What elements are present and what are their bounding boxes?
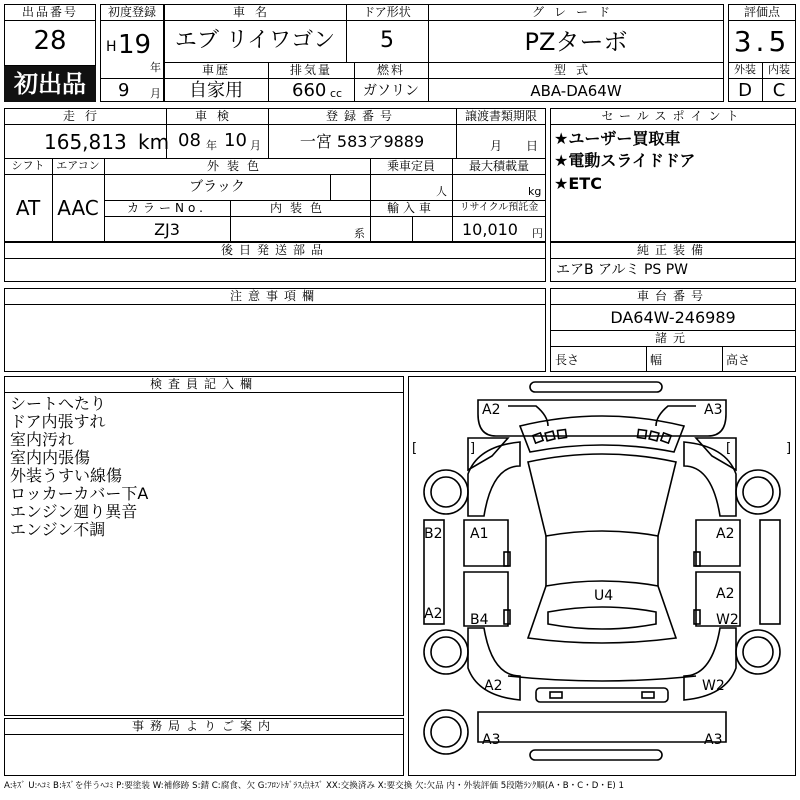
office-label: 事務局よりご案内: [131, 719, 276, 733]
mileage-label: 走行: [62, 109, 107, 123]
height-label: 高さ: [726, 353, 751, 367]
ac-label: エアコン: [56, 159, 100, 172]
model-label: 型式: [553, 63, 598, 77]
car-name: エブ リイワゴン: [174, 28, 336, 53]
mark: W2: [702, 678, 725, 694]
legend: A:ｷｽﾞ U:ﾍｺﾐ B:ｷｽﾞを伴うﾍｺﾐ P:要塗装 W:補修跡 S:錆 C:腐食、欠 G:ﾌﾛﾝﾄｶﾞﾗｽ点ｷｽﾞ XX:交換済み X:要交換 欠:欠品 内・外装評価 5段階ﾗﾝｸ順(A・B・C・D・E) 1: [4, 781, 624, 791]
chassis-label: 車台番号: [636, 289, 709, 303]
bracket: [: [726, 441, 732, 456]
mark: A3: [482, 732, 501, 748]
inspector-note: ロッカーカバー下A: [10, 484, 149, 503]
load-unit: kg: [528, 185, 542, 198]
capacity-unit: 人: [436, 185, 447, 198]
interior-grade: C: [772, 80, 786, 101]
first-listing-badge: 初出品: [4, 66, 96, 102]
mark: A1: [470, 526, 489, 542]
year-unit: 年: [150, 61, 161, 74]
mark: A3: [704, 402, 723, 418]
inspector-note: シートへたり: [10, 394, 107, 413]
bracket: ]: [786, 441, 792, 456]
car-name-label: 車名: [232, 5, 277, 19]
mark: B2: [424, 526, 443, 542]
inspection-year-unit: 年: [206, 139, 217, 152]
car-diagram: [408, 376, 796, 776]
first-reg-month: 9: [118, 80, 130, 101]
mileage-unit: km: [138, 130, 170, 154]
displacement-label: 排気量: [289, 63, 332, 77]
chassis-number: DA64W-246989: [610, 308, 736, 327]
inspector-note: エンジン廻り異音: [10, 502, 138, 521]
inspection-year: 08: [178, 130, 201, 151]
displacement-unit: cc: [330, 87, 343, 100]
inspector-note: エンジン不調: [10, 520, 106, 539]
history-label: 車歴: [201, 63, 230, 77]
inspection-month-unit: 月: [250, 139, 261, 152]
inspector-note: 外装うすい線傷: [10, 466, 123, 485]
int-color-label: 内装色: [269, 201, 330, 215]
first-registration-label: 初度登録: [107, 5, 156, 19]
sales-points-label: セールスポイント: [601, 109, 745, 123]
inspection-month: 10: [224, 130, 247, 151]
mark: A2: [484, 678, 503, 694]
exterior-grade: D: [738, 80, 752, 101]
grade-label: グレード: [531, 5, 620, 19]
fuel-label: 燃料: [376, 63, 405, 77]
interior-label: 内装: [768, 63, 790, 76]
mileage: 165,813: [44, 130, 127, 154]
month-unit: 月: [150, 87, 161, 100]
mark: A2: [716, 526, 735, 542]
registration-number: 一宮 583ア9889: [299, 132, 425, 151]
int-color-unit: 系: [354, 227, 365, 240]
max-load-label: 最大積載量: [468, 159, 529, 173]
history: 自家用: [189, 80, 243, 101]
inspection-label: 車検: [194, 109, 239, 123]
shift-label: シフト: [11, 159, 45, 172]
transfer-deadline-label: 譲渡書類期限: [464, 109, 537, 123]
mark: A3: [704, 732, 723, 748]
sales-point-3: ★ETC: [554, 174, 602, 193]
shift: AT: [15, 196, 41, 220]
displacement: 660: [292, 80, 327, 101]
notes-label: 注意事項欄: [229, 289, 320, 303]
grade: PZターボ: [524, 28, 628, 56]
length-label: 長さ: [555, 353, 580, 367]
equipment-label: 純正装備: [636, 243, 709, 257]
registration-label: 登録番号: [325, 109, 398, 123]
model-code: ABA-DA64W: [530, 82, 622, 100]
lot-number: 28: [33, 26, 67, 56]
inspector-label: 検査員記入欄: [149, 377, 258, 391]
mark: W2: [716, 612, 739, 628]
inspector-note: ドア内張すれ: [10, 412, 106, 431]
color-no-label: カラーNo.: [127, 201, 207, 215]
equipment: エアB アルミ PS PW: [556, 262, 689, 278]
ext-color: ブラック: [189, 179, 245, 195]
sales-point-1: ★ユーザー買取車: [554, 129, 681, 148]
recycle-fee: 10,010: [462, 220, 518, 239]
transfer-month: 月: [490, 139, 503, 153]
inspector-notes: [10, 395, 148, 539]
dims-label: 諸元: [654, 331, 691, 345]
transfer-day: 日: [526, 139, 539, 153]
inspector-note: 室内内張傷: [10, 448, 91, 467]
width-label: 幅: [650, 353, 663, 367]
lot-number-label: 出品番号: [21, 5, 78, 19]
mark: A2: [424, 606, 443, 622]
color-number: ZJ3: [154, 220, 180, 239]
bracket: ]: [470, 441, 476, 456]
first-reg-year: 19: [118, 30, 152, 60]
door-label: ドア形状: [363, 5, 411, 19]
recycle-label: リサイクル預託金: [459, 202, 539, 213]
ext-color-label: 外装色: [206, 159, 267, 173]
inspector-note: 室内汚れ: [10, 430, 75, 449]
era: H: [106, 39, 117, 55]
later-parts-label: 後日発送部品: [220, 243, 329, 257]
score-label: 評価点: [743, 5, 780, 19]
door-type: 5: [380, 28, 394, 53]
capacity-label: 乗車定員: [386, 159, 435, 173]
exterior-label: 外装: [734, 63, 756, 76]
mark: A2: [482, 402, 501, 418]
mark: U4: [594, 588, 614, 604]
sales-point-2: ★電動スライドドア: [554, 151, 696, 170]
mark: B4: [470, 612, 489, 628]
mark: A2: [716, 586, 735, 602]
aircon: AAC: [57, 196, 99, 220]
import-label: 輸入車: [386, 201, 435, 215]
fuel: ガソリン: [363, 83, 419, 99]
recycle-unit: 円: [532, 227, 543, 240]
score: 3.5: [733, 25, 791, 58]
bracket: [: [412, 441, 418, 456]
